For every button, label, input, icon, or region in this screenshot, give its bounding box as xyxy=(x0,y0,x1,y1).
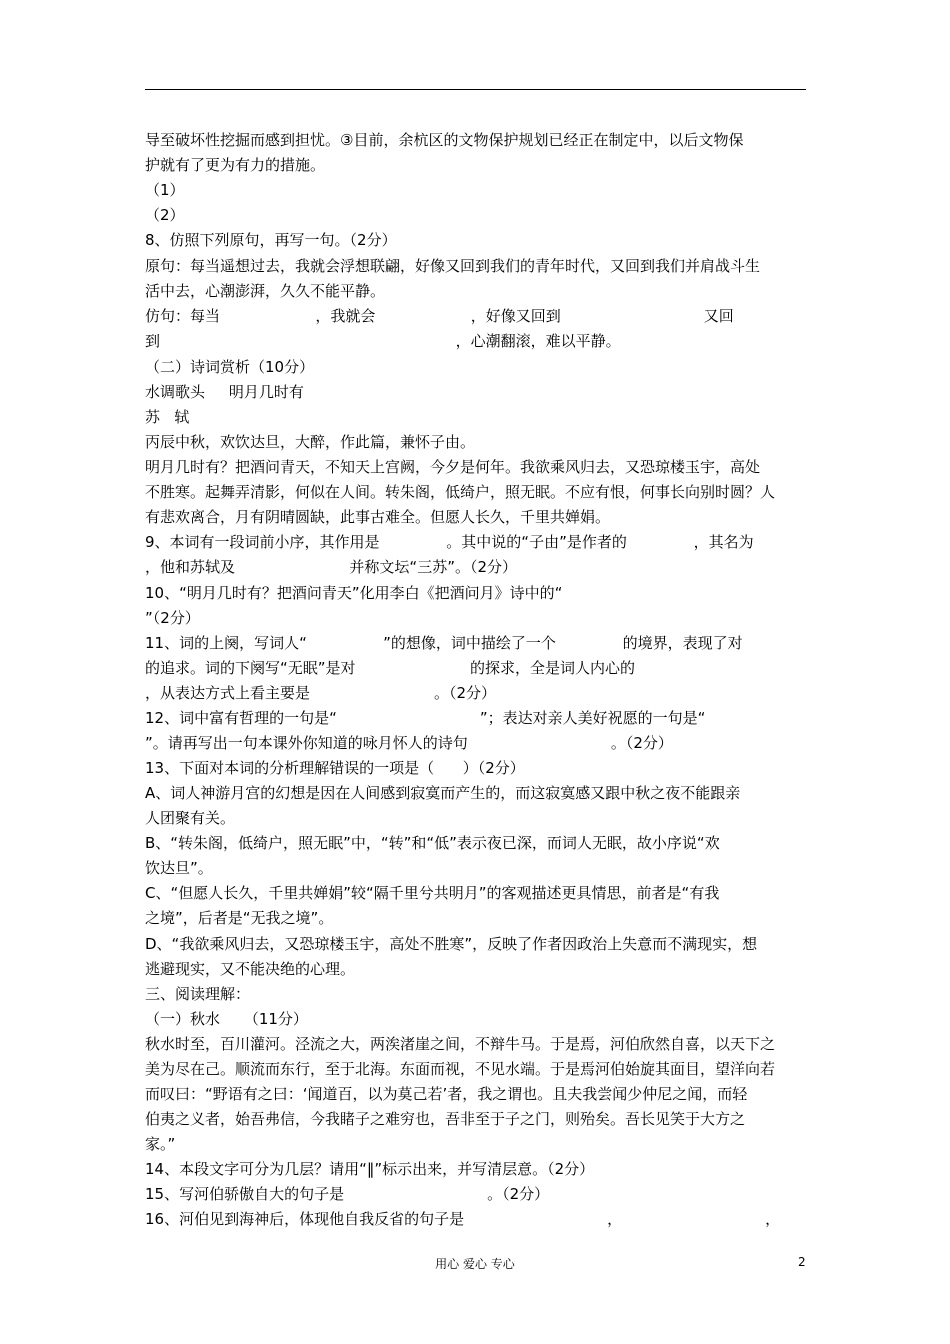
text-line: 14、本段文字可分为几层？请用“‖”标示出来，并写清层意。（2分） xyxy=(145,1160,595,1178)
text-line: 不胜寒。起舞弄清影，何似在人间。转朱阁，低绮户，照无眠。不应有恨，何事长向别时圆？人 xyxy=(145,483,776,501)
text-line: 到 ，心潮翻滚，难以平静。 xyxy=(145,332,621,350)
text-line: ”（2分） xyxy=(145,609,200,627)
text-line: 13、下面对本词的分析理解错误的一项是（ ）（2分） xyxy=(145,759,525,777)
text-line: ，他和苏轼及 并称文坛“三苏”。（2分） xyxy=(145,558,518,576)
text-line: 仿句：每当 ，我就会 ，好像又回到 又回 xyxy=(145,307,734,325)
text-line: 苏 轼 xyxy=(145,408,190,426)
text-line: C、“但愿人长久，千里共婵娟”较“隔千里兮共明月”的客观描述更具情思，前者是“有我 xyxy=(145,884,720,902)
text-line: 的追求。词的下阕写“无眠”是对 的探求，全是词人内心的 xyxy=(145,659,635,677)
header-rule xyxy=(145,89,806,90)
text-line: （一）秋水 （11分） xyxy=(145,1010,308,1028)
text-line: D、“我欲乘风归去，又恐琼楼玉宇，高处不胜寒”，反映了作者因政治上失意而不满现实，想 xyxy=(145,935,758,953)
text-line: 11、词的上阕，写词人“ ”的想像，词中描绘了一个 的境界，表现了对 xyxy=(145,634,743,652)
text-line: 三、阅读理解： xyxy=(145,985,251,1003)
text-line: ，从表达方式上看主要是 。（2分） xyxy=(145,684,497,702)
text-line: 而叹曰：“野语有之曰：‘闻道百，以为莫己若’者，我之谓也。且夫我尝闻少仲尼之闻，而轻 xyxy=(145,1085,748,1103)
text-line: 15、写河伯骄傲自大的句子是 。（2分） xyxy=(145,1185,550,1203)
page-footer: 用心 爱心 专心 xyxy=(435,1257,515,1271)
text-line: 9、本词有一段词前小序，其作用是 。其中说的“子由”是作者的 ，其名为 xyxy=(145,533,754,551)
text-line: 饮达旦”。 xyxy=(145,859,213,877)
text-line: ”。请再写出一句本课外你知道的咏月怀人的诗句 。（2分） xyxy=(145,734,673,752)
text-line: （二）诗词赏析（10分） xyxy=(145,358,315,376)
text-line: 家。” xyxy=(145,1135,176,1153)
text-line: 导至破坏性挖掘而感到担忧。③目前，余杭区的文物保护规划已经正在制定中，以后文物保 xyxy=(145,131,744,149)
text-line: 护就有了更为有力的措施。 xyxy=(145,156,326,174)
text-line: 活中去，心潮澎湃，久久不能平静。 xyxy=(145,282,386,300)
text-line: 有悲欢离合，月有阴晴圆缺，此事古难全。但愿人长久，千里共婵娟。 xyxy=(145,508,611,526)
text-line: 逃避现实，又不能决绝的心理。 xyxy=(145,960,356,978)
text-line: 10、“明月几时有？把酒问青天”化用李白《把酒问月》诗中的“ xyxy=(145,584,563,602)
text-line: 人团聚有关。 xyxy=(145,809,236,827)
text-line: 丙辰中秋，欢饮达旦，大醉，作此篇，兼怀子由。 xyxy=(145,433,476,451)
text-line: 美为尽在己。顺流而东行，至于北海。东面而视，不见水端。于是焉河伯始旋其面目，望洋向若 xyxy=(145,1060,776,1078)
text-line: 之境”，后者是“无我之境”。 xyxy=(145,909,334,927)
text-line: 8、仿照下列原句，再写一句。（2分） xyxy=(145,231,397,249)
text-line: 伯夷之义者，始吾弗信，今我睹子之难穷也，吾非至于子之门，则殆矣。吾长见笑于大方之 xyxy=(145,1110,746,1128)
text-line: （1） xyxy=(145,181,185,199)
text-line: 原句：每当遥想过去，我就会浮想联翩，好像又回到我们的青年时代，又回到我们并肩战斗生 xyxy=(145,257,761,275)
text-line: B、“转朱阁，低绮户，照无眠”中，“转”和“低”表示夜已深，而词人无眠，故小序说“欢 xyxy=(145,834,720,852)
page-number: 2 xyxy=(798,1255,806,1269)
text-line: 12、词中富有哲理的一句是“ ”；表达对亲人美好祝愿的一句是“ xyxy=(145,709,706,727)
text-line: 明月几时有？把酒问青天，不知天上宫阙，今夕是何年。我欲乘风归去，又恐琼楼玉宇，高处 xyxy=(145,458,761,476)
text-line: 16、河伯见到海神后，体现他自我反省的句子是 ， ， xyxy=(145,1210,781,1228)
text-line: （2） xyxy=(145,206,185,224)
text-line: 水调歌头 明月几时有 xyxy=(145,383,304,401)
text-line: 秋水时至，百川灌河。泾流之大，两涘渚崖之间，不辩牛马。于是焉，河伯欣然自喜，以天下之 xyxy=(145,1035,776,1053)
text-line: A、词人神游月宫的幻想是因在人间感到寂寞而产生的，而这寂寞感又跟中秋之夜不能跟亲 xyxy=(145,784,741,802)
